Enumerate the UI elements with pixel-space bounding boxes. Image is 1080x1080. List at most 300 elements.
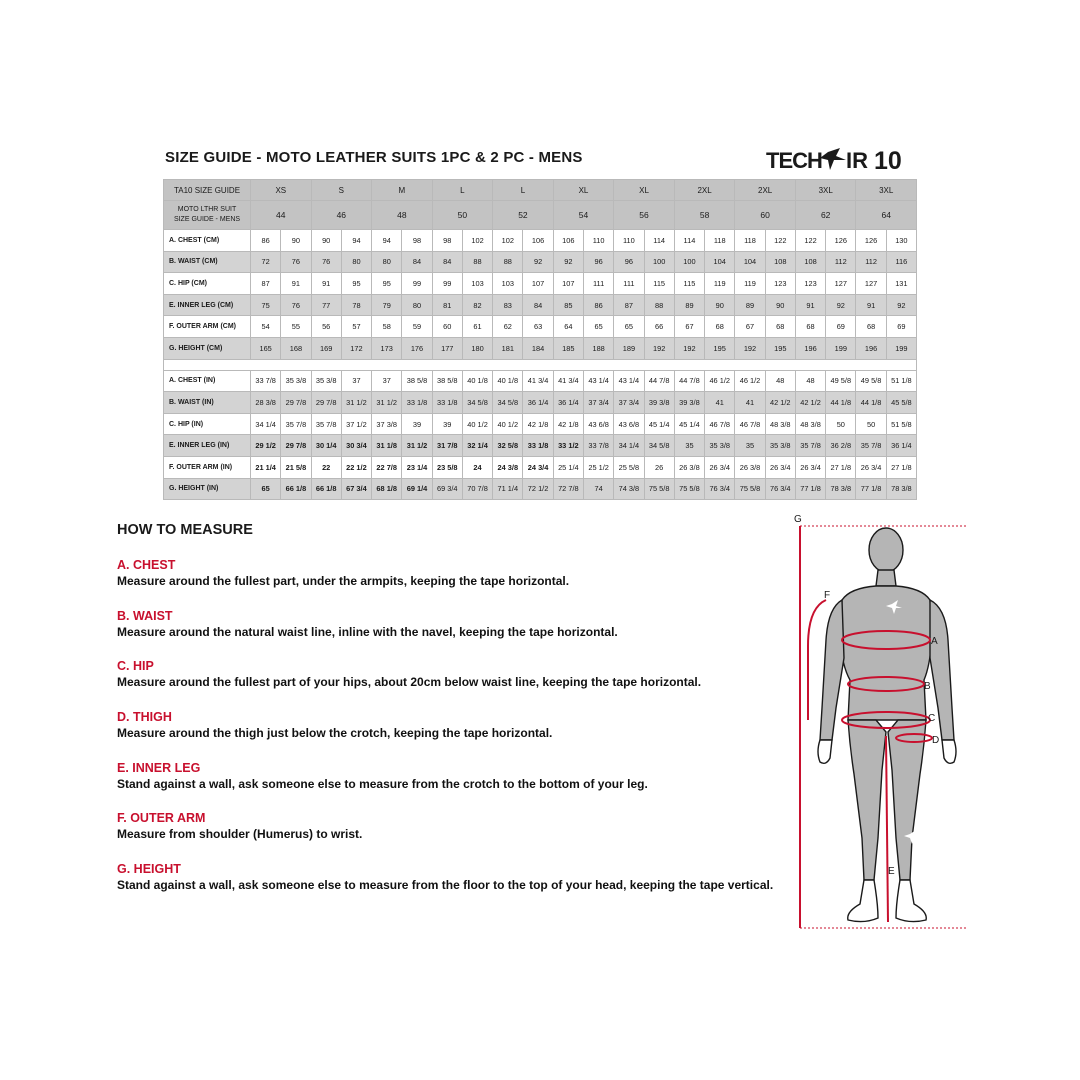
table-cell: 102 (493, 230, 523, 252)
suit-size-cell: 58 (674, 201, 735, 230)
table-cell: 127 (826, 273, 856, 295)
table-cell: 44 1/8 (856, 392, 886, 414)
table-cell: 69 3/4 (432, 478, 462, 500)
table-row (164, 337, 917, 359)
table-cell: 37 3/4 (583, 392, 613, 414)
table-cell: 111 (583, 273, 613, 295)
table-cell: 130 (886, 230, 916, 252)
row-label: C. HIP (IN) (164, 413, 251, 435)
logo-text-air: IR (846, 148, 868, 173)
table-cell: 34 1/4 (251, 413, 281, 435)
table-cell: 33 7/8 (251, 370, 281, 392)
table-cell: 40 1/8 (493, 370, 523, 392)
table-row (164, 294, 917, 316)
table-cell: 123 (765, 273, 795, 295)
logo-text-tech: TECH (766, 148, 822, 173)
table-cell: 196 (856, 337, 886, 359)
table-cell: 185 (553, 337, 583, 359)
table-cell: 42 1/2 (795, 392, 825, 414)
body-measurement-figure (780, 508, 980, 936)
suit-size-cell: 52 (493, 201, 554, 230)
table-cell: 189 (614, 337, 644, 359)
table-cell: 74 3/8 (614, 478, 644, 500)
table-cell: 94 (372, 230, 402, 252)
table-cell: 98 (432, 230, 462, 252)
table-cell: 107 (523, 273, 553, 295)
table-cell: 91 (856, 294, 886, 316)
label-e: E (888, 866, 895, 877)
table-cell: 26 3/4 (856, 456, 886, 478)
table-cell: 69 (826, 316, 856, 338)
table-cell: 50 (856, 413, 886, 435)
table-cell: 115 (674, 273, 704, 295)
left-leg (848, 720, 886, 880)
table-cell: 46 1/2 (735, 370, 765, 392)
table-cell: 181 (493, 337, 523, 359)
right-foot (896, 880, 926, 922)
suit-label-line1: MOTO LTHR SUIT (177, 206, 237, 213)
table-cell: 75 5/8 (735, 478, 765, 500)
table-cell: 63 (523, 316, 553, 338)
table-row (164, 316, 917, 338)
table-cell: 35 3/8 (281, 370, 311, 392)
table-cell: 83 (493, 294, 523, 316)
table-cell: 42 1/8 (523, 413, 553, 435)
table-cell: 92 (886, 294, 916, 316)
table-cell: 68 (705, 316, 735, 338)
table-cell: 41 3/4 (523, 370, 553, 392)
table-cell: 22 1/2 (341, 456, 371, 478)
table-cell: 66 (644, 316, 674, 338)
table-cell: 78 3/8 (886, 478, 916, 500)
step-heading: G. HEIGHT (117, 862, 181, 876)
table-cell: 80 (341, 251, 371, 273)
measure-step (117, 761, 797, 792)
table-cell: 25 1/4 (553, 456, 583, 478)
table-cell: 199 (826, 337, 856, 359)
table-cell: 35 7/8 (795, 435, 825, 457)
table-cell: 99 (402, 273, 432, 295)
table-cell: 75 (251, 294, 281, 316)
table-cell: 118 (735, 230, 765, 252)
table-cell: 65 (583, 316, 613, 338)
size-header-cell: 3XL (795, 180, 856, 201)
table-cell: 126 (856, 230, 886, 252)
table-cell: 24 3/8 (493, 456, 523, 478)
table-cell: 192 (735, 337, 765, 359)
table-cell: 69 1/4 (402, 478, 432, 500)
step-description: Measure around the thigh just below the crotch, keeping the tape horizontal. (117, 726, 553, 740)
step-description: Measure from shoulder (Humerus) to wrist. (117, 827, 363, 841)
table-cell: 46 7/8 (705, 413, 735, 435)
table-cell: 42 1/2 (765, 392, 795, 414)
table-cell: 75 5/8 (644, 478, 674, 500)
table-row (164, 456, 917, 478)
table-cell: 107 (553, 273, 583, 295)
table-cell: 35 (735, 435, 765, 457)
table-cell: 45 1/4 (674, 413, 704, 435)
table-cell: 77 1/8 (856, 478, 886, 500)
table-cell: 34 5/8 (462, 392, 492, 414)
table-cell: 91 (311, 273, 341, 295)
table-cell: 199 (886, 337, 916, 359)
table-cell: 37 1/2 (341, 413, 371, 435)
table-cell: 36 1/4 (886, 435, 916, 457)
table-cell: 26 3/8 (735, 456, 765, 478)
table-cell: 84 (432, 251, 462, 273)
table-cell: 184 (523, 337, 553, 359)
table-cell: 35 3/8 (705, 435, 735, 457)
table-cell: 92 (553, 251, 583, 273)
row-label: A. CHEST (CM) (164, 230, 251, 252)
row-label: F. OUTER ARM (IN) (164, 456, 251, 478)
table-cell: 81 (432, 294, 462, 316)
techair-10-logo (766, 142, 918, 176)
suit-size-cell: 48 (372, 201, 433, 230)
table-cell: 78 3/8 (826, 478, 856, 500)
row-label: E. INNER LEG (CM) (164, 294, 251, 316)
row-label: C. HIP (CM) (164, 273, 251, 295)
table-cell: 33 7/8 (583, 435, 613, 457)
table-cell: 88 (644, 294, 674, 316)
table-cell: 56 (311, 316, 341, 338)
table-cell: 102 (462, 230, 492, 252)
table-cell: 78 (341, 294, 371, 316)
alpinestars-star-icon (820, 148, 846, 170)
size-header-cell: 3XL (856, 180, 917, 201)
step-description: Stand against a wall, ask someone else to measure from the floor to the top of your head, keeping the tape vertical. (117, 878, 774, 892)
table-cell: 29 7/8 (281, 435, 311, 457)
table-cell: 195 (765, 337, 795, 359)
table-cell: 39 3/8 (644, 392, 674, 414)
table-cell: 60 (432, 316, 462, 338)
table-cell: 27 1/8 (826, 456, 856, 478)
table-cell: 98 (402, 230, 432, 252)
table-cell: 106 (523, 230, 553, 252)
table-cell: 74 (583, 478, 613, 500)
table-cell: 39 (432, 413, 462, 435)
table-cell: 68 1/8 (372, 478, 402, 500)
table-cell: 35 7/8 (856, 435, 886, 457)
table-cell: 51 1/8 (886, 370, 916, 392)
table-cell: 91 (281, 273, 311, 295)
table-cell: 90 (705, 294, 735, 316)
step-description: Stand against a wall, ask someone else to measure from the crotch to the bottom of your leg. (117, 777, 648, 791)
table-cell: 41 (705, 392, 735, 414)
table-cell: 82 (462, 294, 492, 316)
row-label: E. INNER LEG (IN) (164, 435, 251, 457)
table-cell: 35 3/8 (765, 435, 795, 457)
spacer-cell (164, 359, 917, 370)
suit-size-cell: 64 (856, 201, 917, 230)
table-cell: 131 (886, 273, 916, 295)
table-cell: 84 (523, 294, 553, 316)
table-cell: 100 (674, 251, 704, 273)
label-d: D (932, 735, 940, 746)
table-cell: 169 (311, 337, 341, 359)
suit-size-cell: 46 (311, 201, 372, 230)
suit-size-cell: 50 (432, 201, 493, 230)
table-cell: 43 1/4 (614, 370, 644, 392)
table-cell: 96 (583, 251, 613, 273)
table-cell: 31 1/8 (372, 435, 402, 457)
table-cell: 94 (341, 230, 371, 252)
table-cell: 100 (644, 251, 674, 273)
table-cell: 180 (462, 337, 492, 359)
table-cell: 45 5/8 (886, 392, 916, 414)
table-cell: 66 1/8 (281, 478, 311, 500)
table-cell: 115 (644, 273, 674, 295)
table-row (164, 478, 917, 500)
label-c: C (928, 713, 936, 724)
table-cell: 40 1/8 (462, 370, 492, 392)
step-description: Measure around the natural waist line, inline with the navel, keeping the tape horizontal. (117, 625, 618, 639)
table-cell: 172 (341, 337, 371, 359)
table-cell: 44 7/8 (644, 370, 674, 392)
table-cell: 61 (462, 316, 492, 338)
table-cell: 39 3/8 (674, 392, 704, 414)
table-cell: 65 (614, 316, 644, 338)
table-cell: 67 3/4 (341, 478, 371, 500)
table-cell: 37 3/4 (614, 392, 644, 414)
step-heading: F. OUTER ARM (117, 811, 206, 825)
measure-step (117, 609, 797, 640)
table-cell: 72 (251, 251, 281, 273)
table-cell: 87 (614, 294, 644, 316)
right-hand (942, 740, 956, 763)
table-cell: 21 5/8 (281, 456, 311, 478)
suit-size-cell: 56 (614, 201, 675, 230)
table-cell: 87 (251, 273, 281, 295)
size-header-cell: S (311, 180, 372, 201)
table-cell: 112 (856, 251, 886, 273)
suit-size-row (164, 201, 917, 230)
size-header-cell: XS (251, 180, 312, 201)
table-cell: 90 (765, 294, 795, 316)
table-row (164, 273, 917, 295)
table-cell: 26 (644, 456, 674, 478)
table-cell: 114 (644, 230, 674, 252)
table-cell: 99 (432, 273, 462, 295)
table-cell: 110 (583, 230, 613, 252)
table-cell: 44 1/8 (826, 392, 856, 414)
table-cell: 92 (826, 294, 856, 316)
table-cell: 192 (644, 337, 674, 359)
table-cell: 33 1/8 (402, 392, 432, 414)
table-cell: 23 5/8 (432, 456, 462, 478)
table-spacer-row (164, 359, 917, 370)
table-cell: 76 (281, 251, 311, 273)
table-cell: 90 (311, 230, 341, 252)
table-row (164, 392, 917, 414)
table-cell: 68 (765, 316, 795, 338)
table-cell: 68 (795, 316, 825, 338)
table-cell: 31 1/2 (402, 435, 432, 457)
table-cell: 28 3/8 (251, 392, 281, 414)
table-cell: 84 (402, 251, 432, 273)
table-cell: 89 (674, 294, 704, 316)
table-cell: 26 3/4 (765, 456, 795, 478)
table-cell: 49 5/8 (856, 370, 886, 392)
table-cell: 48 3/8 (765, 413, 795, 435)
table-cell: 29 7/8 (281, 392, 311, 414)
measure-step (117, 811, 797, 842)
table-cell: 96 (614, 251, 644, 273)
table-cell: 77 1/8 (795, 478, 825, 500)
table-cell: 44 7/8 (674, 370, 704, 392)
how-to-measure-title: HOW TO MEASURE (117, 522, 253, 538)
table-cell: 38 5/8 (432, 370, 462, 392)
table-cell: 59 (402, 316, 432, 338)
table-cell: 64 (553, 316, 583, 338)
table-cell: 43 1/4 (583, 370, 613, 392)
inner-leg-line (886, 736, 888, 922)
table-cell: 88 (462, 251, 492, 273)
label-g: G (794, 514, 802, 525)
size-header-cell: L (493, 180, 554, 201)
suit-size-cell: 60 (735, 201, 796, 230)
table-cell: 195 (705, 337, 735, 359)
suit-label-line2: SIZE GUIDE - MENS (173, 216, 241, 223)
table-cell: 123 (795, 273, 825, 295)
table-cell: 77 (311, 294, 341, 316)
table-cell: 192 (674, 337, 704, 359)
table-cell: 90 (281, 230, 311, 252)
row-label: B. WAIST (IN) (164, 392, 251, 414)
table-cell: 24 (462, 456, 492, 478)
table-cell: 32 5/8 (493, 435, 523, 457)
table-cell: 35 7/8 (311, 413, 341, 435)
table-cell: 112 (826, 251, 856, 273)
table-cell: 49 5/8 (826, 370, 856, 392)
table-cell: 110 (614, 230, 644, 252)
table-cell: 26 3/4 (705, 456, 735, 478)
table-cell: 104 (705, 251, 735, 273)
measure-step (117, 862, 797, 893)
table-cell: 40 1/2 (462, 413, 492, 435)
table-cell: 114 (674, 230, 704, 252)
size-header-cell: XL (614, 180, 675, 201)
table-cell: 108 (795, 251, 825, 273)
table-cell: 85 (553, 294, 583, 316)
table-cell: 46 7/8 (735, 413, 765, 435)
head (869, 528, 903, 572)
table-cell: 31 7/8 (432, 435, 462, 457)
table-cell: 42 1/8 (553, 413, 583, 435)
table-cell: 86 (583, 294, 613, 316)
table-cell: 43 6/8 (583, 413, 613, 435)
left-foot (848, 880, 878, 922)
table-cell: 36 1/4 (523, 392, 553, 414)
table-cell: 29 1/2 (251, 435, 281, 457)
row-label: A. CHEST (IN) (164, 370, 251, 392)
step-heading: D. THIGH (117, 710, 172, 724)
table-cell: 22 7/8 (372, 456, 402, 478)
table-cell: 25 1/2 (583, 456, 613, 478)
table-cell: 34 5/8 (493, 392, 523, 414)
step-heading: A. CHEST (117, 558, 176, 572)
size-header-cell: L (432, 180, 493, 201)
table-cell: 24 3/4 (523, 456, 553, 478)
table-cell: 79 (372, 294, 402, 316)
table-cell: 34 1/4 (614, 435, 644, 457)
row-label: B. WAIST (CM) (164, 251, 251, 273)
table-cell: 32 1/4 (462, 435, 492, 457)
table-cell: 37 3/8 (372, 413, 402, 435)
measure-step (117, 710, 797, 741)
measure-step (117, 558, 797, 589)
table-cell: 75 5/8 (674, 478, 704, 500)
table-cell: 39 (402, 413, 432, 435)
table-cell: 67 (674, 316, 704, 338)
table-cell: 22 (311, 456, 341, 478)
table-cell: 118 (705, 230, 735, 252)
table-cell: 35 3/8 (311, 370, 341, 392)
size-header-cell: 2XL (674, 180, 735, 201)
step-heading: E. INNER LEG (117, 761, 201, 775)
table-cell: 48 (765, 370, 795, 392)
table-cell: 33 1/2 (553, 435, 583, 457)
table-cell: 165 (251, 337, 281, 359)
table-cell: 37 (341, 370, 371, 392)
table-cell: 70 7/8 (462, 478, 492, 500)
page-title: SIZE GUIDE - MOTO LEATHER SUITS 1PC & 2 PC - MENS (165, 149, 583, 166)
table-cell: 57 (341, 316, 371, 338)
table-cell: 88 (493, 251, 523, 273)
table-cell: 40 1/2 (493, 413, 523, 435)
table-cell: 55 (281, 316, 311, 338)
table-cell: 29 7/8 (311, 392, 341, 414)
table-cell: 35 (674, 435, 704, 457)
table-cell: 119 (705, 273, 735, 295)
table-cell: 177 (432, 337, 462, 359)
table-cell: 41 (735, 392, 765, 414)
size-header-cell: XL (553, 180, 614, 201)
table-cell: 69 (886, 316, 916, 338)
table-cell: 173 (372, 337, 402, 359)
table-cell: 196 (795, 337, 825, 359)
table-cell: 168 (281, 337, 311, 359)
label-b: B (924, 681, 931, 692)
table-cell: 33 1/8 (432, 392, 462, 414)
table-cell: 41 3/4 (553, 370, 583, 392)
step-description: Measure around the fullest part of your hips, about 20cm below waist line, keeping the tape horizontal. (117, 675, 702, 689)
table-cell: 23 1/4 (402, 456, 432, 478)
table-row (164, 251, 917, 273)
table-cell: 62 (493, 316, 523, 338)
table-cell: 45 1/4 (644, 413, 674, 435)
table-cell: 76 3/4 (705, 478, 735, 500)
label-a: A (931, 636, 938, 647)
size-table (163, 179, 917, 500)
table-cell: 92 (523, 251, 553, 273)
logo-text-number: 10 (874, 147, 902, 175)
row-label: F. OUTER ARM (CM) (164, 316, 251, 338)
table-cell: 80 (372, 251, 402, 273)
table-cell: 176 (402, 337, 432, 359)
table-cell: 54 (251, 316, 281, 338)
size-header-row (164, 180, 917, 201)
table-cell: 95 (372, 273, 402, 295)
table-cell: 72 1/2 (523, 478, 553, 500)
torso (840, 586, 932, 720)
table-cell: 127 (856, 273, 886, 295)
table-cell: 34 5/8 (644, 435, 674, 457)
table-row (164, 370, 917, 392)
right-leg (888, 720, 926, 880)
table-cell: 103 (493, 273, 523, 295)
table-cell: 48 3/8 (795, 413, 825, 435)
